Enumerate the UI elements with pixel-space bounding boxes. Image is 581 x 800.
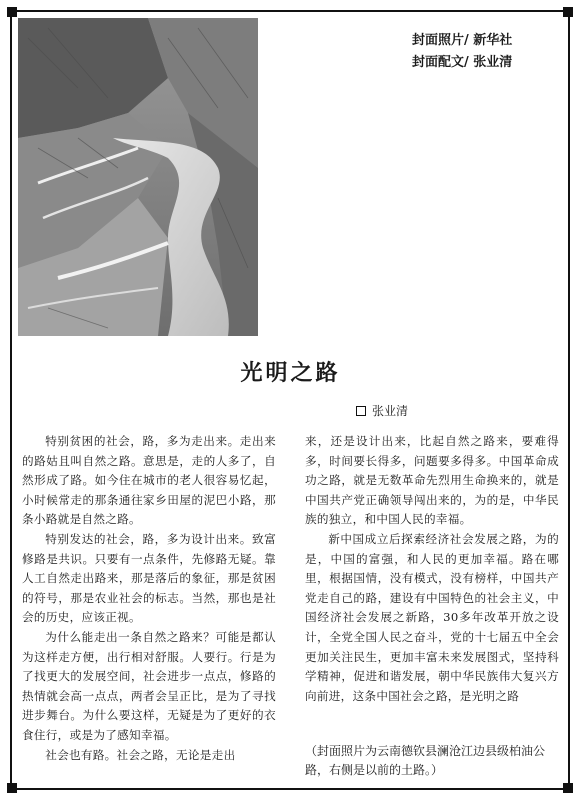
cover-credits bbox=[412, 30, 562, 74]
frame-top-border bbox=[10, 10, 570, 12]
article-column-right bbox=[305, 432, 559, 706]
paragraph: 特别贫困的社会，路，多为走出来。走出来的路姑且叫自然之路。意思是，走的人多了，自然形成了路。如今住在城市的老人很容易忆起，小时候常走的那条通往家乡田屋的泥巴小路，那条小路就是自然之路。 bbox=[22, 434, 276, 527]
frame-right-border bbox=[568, 10, 570, 790]
photo-credit: 封面照片/ 新华社 bbox=[412, 33, 513, 48]
article-title: 光明之路 bbox=[240, 360, 341, 386]
checkbox-square-icon bbox=[356, 406, 366, 416]
author-name: 张业清 bbox=[372, 404, 409, 418]
article-column-left bbox=[22, 432, 276, 765]
paragraph: 为什么能走出一条自然之路来？可能是都认为这样走方便，出行相对舒服。人要行。行是为了找更大的发展空间，社会进步一点点，修路的热情就会高一点点，两者会呈正比，是为了寻找进步舞台。为什么要这样，无疑是为了更好的衣食住行，或是为了感知幸福。 bbox=[22, 629, 276, 742]
paragraph: 新中国成立后探索经济社会发展之路，为的是，中国的富强，和人民的更加幸福。路在哪里，根据国情，没有模式，没有榜样，中国共产党走自己的路，建设有中国特色的社会主义，中国经济社会发展之新路，30多年改革开放之设计，全党全国人民之奋斗，党的十七届五中全会更加关注民生，更加丰富未来发展图式，坚持科学精神，促进和谐发展，朝中华民族伟大复兴方向前进，这条中国社会之路，是光明之路 bbox=[305, 531, 559, 703]
paragraph: 社会也有路。社会之路，无论是走出 bbox=[45, 747, 236, 762]
frame-corner-ornament bbox=[563, 783, 573, 793]
cover-photo bbox=[18, 18, 258, 336]
byline bbox=[356, 402, 408, 419]
paragraph: 特别发达的社会，路，多为设计出来。致富修路是共识。只要有一点条件，先修路无疑。靠人工自然走出路来，那是落后的象征，那是贫困的符号，那是农业社会的标志。当然，那也是社会的历史，应该正视。 bbox=[22, 531, 276, 625]
photo-caption: （封面照片为云南德钦县澜沧江边县级柏油公路，右侧是以前的土路。） bbox=[305, 744, 546, 777]
text-credit: 封面配文/ 张业清 bbox=[412, 55, 513, 70]
mountain-road-photo-icon bbox=[18, 18, 258, 336]
frame-corner-ornament bbox=[7, 783, 17, 793]
frame-corner-ornament bbox=[563, 7, 573, 17]
frame-corner-ornament bbox=[7, 7, 17, 17]
frame-bottom-border bbox=[10, 788, 570, 790]
paragraph: 来，还是设计出来，比起自然之路来，要难得多，时间要长得多，问题要多得多。中国革命成功之路，就是无数革命先烈用生命换来的，就是中国共产党正确领导闯出来的，为的是，中华民族的独立，和中国人民的幸福。 bbox=[305, 434, 559, 527]
frame-left-border bbox=[10, 10, 12, 790]
